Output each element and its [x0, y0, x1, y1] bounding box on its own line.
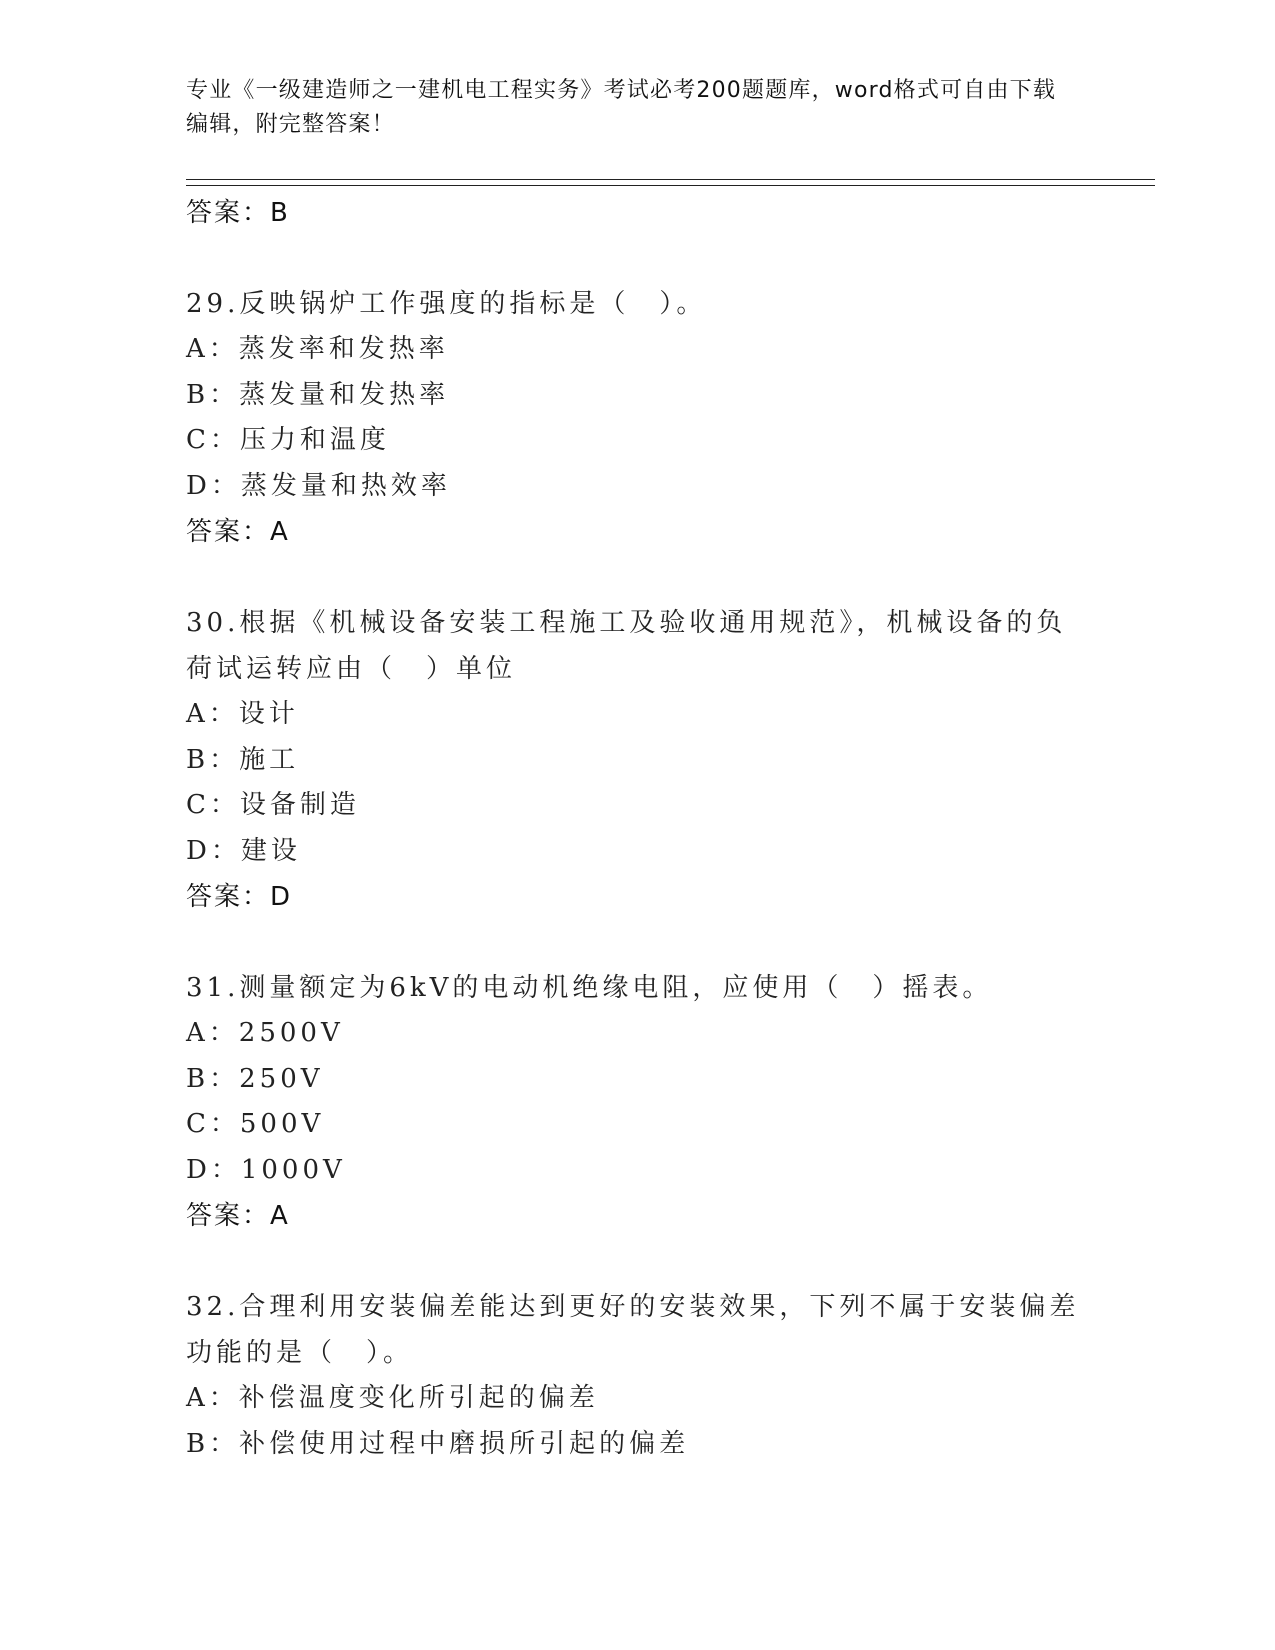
option-b: B：施工: [186, 744, 300, 775]
option-c: C：压力和温度: [186, 425, 390, 455]
option-d: D：蒸发量和热效率: [186, 470, 451, 501]
answer-label: 答案：A: [186, 1201, 290, 1231]
option-d: D：建设: [186, 835, 301, 866]
option-a: A：2500V: [186, 1018, 344, 1048]
option-c: C：500V: [186, 1109, 325, 1139]
header-rule-bottom: [186, 185, 1155, 186]
option-b: B：250V: [186, 1063, 324, 1094]
answer-label: 答案：A: [186, 517, 290, 547]
question-item: [186, 965, 1086, 1239]
option-a: A：设计: [186, 699, 299, 729]
question-stem: 32.合理利用安装偏差能达到更好的安装效果，下列不属于安装偏差功能的是（ ）。: [186, 1292, 1080, 1368]
question-item: [186, 281, 1086, 555]
option-d: D：1000V: [186, 1154, 346, 1185]
option-c: C：设备制造: [186, 790, 360, 820]
question-stem: 30.根据《机械设备安装工程施工及验收通用规范》，机械设备的负荷试运转应由（ ）单位: [186, 608, 1067, 684]
question-item: [186, 600, 1086, 920]
answer-label: 答案：B: [186, 198, 290, 228]
option-b: B：补偿使用过程中磨损所引起的偏差: [186, 1428, 690, 1459]
answer-label: 答案：D: [186, 882, 293, 912]
question-stem: 31.测量额定为6kV的电动机绝缘电阻，应使用（ ）摇表。: [186, 973, 993, 1003]
option-b: B：蒸发量和发热率: [186, 379, 450, 410]
document-header: 专业《一级建造师之一建机电工程实务》考试必考200题题库，word格式可自由下载编辑，附完整答案！: [186, 78, 1057, 137]
option-a: A：蒸发率和发热率: [186, 334, 449, 364]
question-list: [186, 190, 1086, 1467]
question-item: [186, 1284, 1086, 1467]
option-a: A：补偿温度变化所引起的偏差: [186, 1383, 599, 1413]
header-rule-top: [186, 179, 1155, 180]
question-stem: 29.反映锅炉工作强度的指标是（ ）。: [186, 289, 707, 319]
